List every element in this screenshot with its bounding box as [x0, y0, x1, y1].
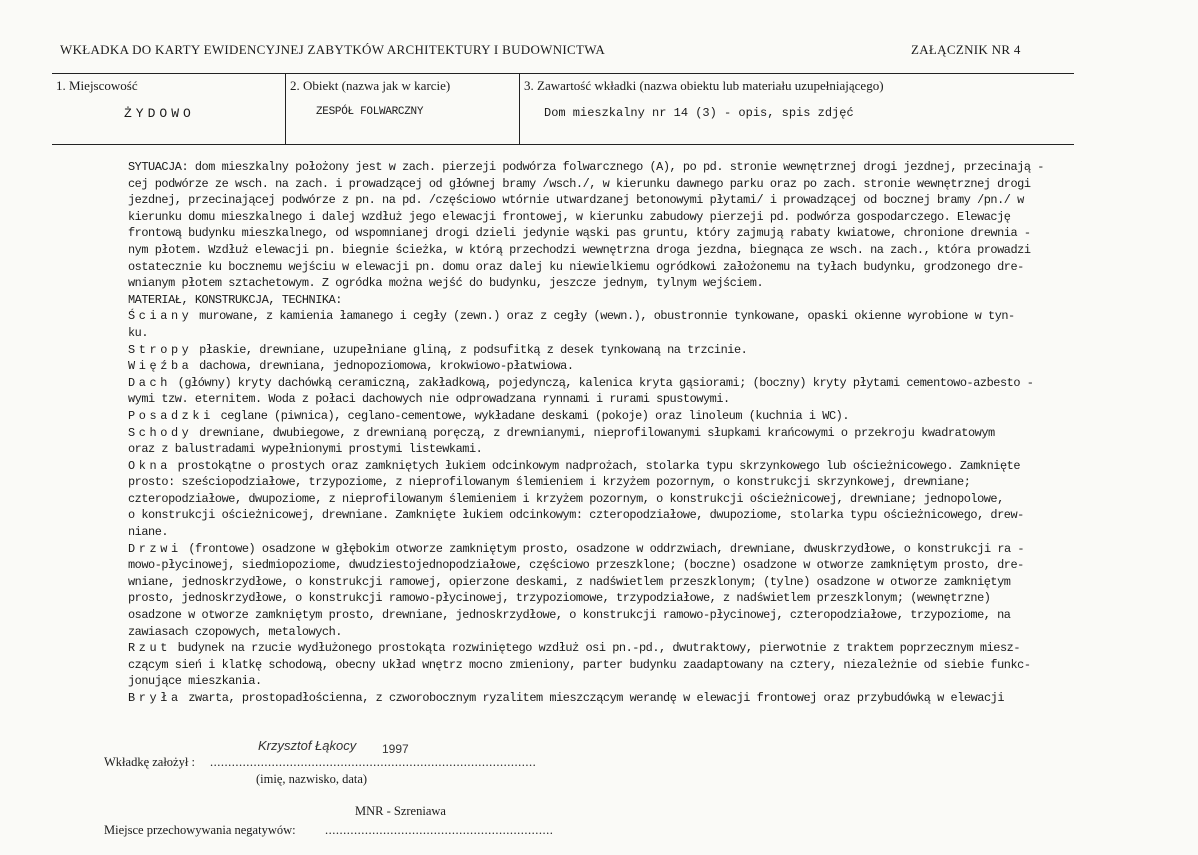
doors-key: Drzwi	[128, 541, 182, 556]
text-line	[128, 408, 1073, 425]
text-line: wnianym płotem sztachetowym. Z ogródka można wejść do budynku, jeszcze jednym, tylnym wejściem.	[128, 276, 764, 291]
text-line: oraz z balustradami wypełnionymi prostymi listewkami.	[128, 442, 483, 457]
text-line: osadzone w otworze zamkniętym prosto, drewniane, jednoskrzydłowe, o konstrukcji ramowo-płycinowej, czteropodziałowe, trzypoziome, na	[128, 608, 1011, 623]
text-line: ku.	[128, 325, 149, 340]
truss-key: Więźba	[128, 359, 193, 374]
form-title: WKŁADKA DO KARTY EWIDENCYJNEJ ZABYTKÓW ARCHITEKTURY I BUDOWNICTWA	[60, 42, 606, 57]
text-line: jonujące mieszkania.	[128, 674, 262, 689]
roof-key: Dach	[128, 375, 171, 390]
text-line: niane.	[128, 525, 169, 540]
ceilings-text: płaskie, drewniane, uzupełniane gliną, z podsufitką z desek tynkowaną na trzcinie.	[192, 342, 748, 357]
contents-label: 3. Zawartość wkładki (nazwa obiektu lub materiału uzupełniającego)	[524, 78, 884, 93]
text-line	[128, 690, 1073, 707]
text-line	[128, 425, 1073, 442]
locality-cell	[52, 74, 285, 144]
doors-text: (frontowe) osadzone w głębokim otworze zamkniętym prosto, osadzone w oddrzwiach, drewniane, dwuskrzydłowe, o konstrukcji ra -	[181, 541, 1025, 556]
text-line: czącym sień i klatkę schodową, obecny układ wnętrz mocno zmieniony, parter budynku zaadaptowany na cztery, niezależnie od siebie funkc-	[128, 657, 1031, 672]
text-line: jezdnej, przecinającej podwórze z pn. na pd. /częściowo wtórnie utwardzanej betonowymi płytami/ i prowadzącej od bocznej bramy /pn./ w	[128, 193, 1024, 208]
ceilings-key: Stropy	[128, 342, 193, 357]
object-value: ZESPÓŁ FOLWARCZNY	[316, 106, 424, 118]
text-line: kierunku domu mieszkalnego i dalej wzdłuż jego elewacji frontowej, w kierunku zabudowy pierzeji pd. podwórza gospodarczego. Elewację	[128, 209, 1011, 224]
massing-text: zwarta, prostopadłościenna, z czworobocznym ryzalitem mieszczącym werandę w elewacji frontowej oraz przybudówką w elewacji	[181, 691, 1005, 705]
floors-key: Posadzki	[128, 408, 214, 423]
plan-text: budynek na rzucie wydłużonego prostokąta rozwiniętego wzdłuż osi pn.-pd., dwutraktowy, pierwotnie z traktem poprzecznym miesz-	[170, 641, 1021, 656]
text-line	[128, 358, 1073, 375]
walls-text: murowane, z kamienia łamanego i cegły (zewn.) oraz z cegły (wewn.), obustronnie tynkowane, opaski okienne wyrobione w tyn-	[192, 309, 1015, 324]
roof-text: (główny) kryty dachówką ceramiczną, zakładkową, pojedynczą, kalenica kryta gąsiorami; (boczny) kryty płytami cementowo-azbesto -	[170, 375, 1034, 390]
created-by-label: Wkładkę założył :	[104, 755, 195, 769]
created-by-line: ..........................................................................................	[210, 755, 537, 769]
windows-key: Okna	[128, 458, 171, 473]
text-line: czteropodziałowe, dwupoziome, z nieprofilowanym ślemieniem i krzyżem pozornym, o konstrukcji ościeżnicowej, drewniane; jednopolowe,	[128, 491, 1004, 506]
header-table	[52, 73, 1074, 145]
created-by-hint: (imię, nazwisko, data)	[256, 772, 368, 786]
description-text	[128, 159, 1073, 707]
text-line: wymi tzw. eternitem. Woda z połaci dachowych nie odprowadzana rynnami i rurami spustowymi.	[128, 392, 730, 407]
text-line	[128, 308, 1073, 325]
object-cell	[285, 74, 519, 144]
text-line: mowo-płycinowej, siedmiopoziome, dwudziestojednopodziałowe, częściowo przeszklone; (boczne) osadzone w otworze zamkniętym prosto, dre-	[128, 558, 1024, 573]
text-line	[128, 375, 1073, 392]
text-line: zawiasach czopowych, metalowych.	[128, 624, 342, 639]
massing-key: Bryła	[128, 691, 182, 705]
text-line: frontową budynku mieszkalnego, od wspomnianej drogi dzieli jedynie wąski pas gruntu, który zajmują rabaty kwiatowe, chronione drewnia -	[128, 226, 1031, 241]
contents-cell	[519, 74, 1074, 144]
floors-text: ceglane (piwnica), ceglano-cementowe, wykładane deskami (pokoje) oraz linoleum (kuchnia i WC).	[213, 408, 850, 423]
storage-label: Miejsce przechowywania negatywów:	[104, 823, 296, 837]
windows-text: prostokątne o prostych oraz zamkniętych łukiem odcinkowym nadprożach, stolarka typu skrzynkowego lub ościeżnicowego. Zamknięte	[170, 458, 1021, 473]
plan-key: Rzut	[128, 641, 171, 656]
text-line: nym płotem. Wzdłuż elewacji pn. biegnie ścieżka, w którą przechodzi wewnętrzna droga jezdna, biegnąca ze wsch. na zach., która prowadzi	[128, 242, 1031, 257]
text-line	[128, 640, 1073, 657]
walls-key: Ściany	[128, 309, 193, 324]
locality-value: ŻYDOWO	[124, 106, 195, 121]
text-line: ostatecznie ku bocznemu wejściu w elewacji pn. domu oraz dalej ku niewielkiemu ogródkowi założonemu na tyłach budynku, grodzonego dre-	[128, 259, 1024, 274]
text-line: wniane, jednoskrzydłowe, o konstrukcji ramowej, opierzone deskami, z nadświetlem przeszklonym; (tylne) osadzone w otworze zamkniętym	[128, 574, 1011, 589]
contents-value: Dom mieszkalny nr 14 (3) - opis, spis zdjęć	[544, 106, 854, 120]
text-line: o konstrukcji ościeżnicowej, drewniane. Zamknięte łukiem odcinkowym: czteropodziałowe, dwupoziome, stolarka typu ościeżnicowego, drew-	[128, 508, 1024, 523]
text-line: SYTUACJA: dom mieszkalny położony jest w zach. pierzeji podwórza folwarcznego (A), po pd. stronie wewnętrznej drogi jezdnej, przecinają -	[128, 160, 1044, 174]
text-line: prosto, jednoskrzydłowe, o konstrukcji ramowo-płycinowej, trzypoziomowe, trzypodziałowe, z nadświetlem przeszklonym; (wewnętrzne)	[128, 591, 991, 606]
object-label: 2. Obiekt (nazwa jak w karcie)	[290, 78, 451, 93]
storage-line: ...............................................................	[325, 823, 554, 837]
locality-label: 1. Miejscowość	[56, 78, 138, 93]
author-year: 1997	[382, 742, 409, 756]
text-line: cej podwórze ze wsch. na zach. i prowadzącej od głównej bramy /wsch./, w kierunku dawnego parku oraz po zach. stronie wewnętrznej drogi	[128, 176, 1031, 191]
truss-text: dachowa, drewniana, jednopoziomowa, krokwiowo-płatwiowa.	[192, 359, 574, 374]
author-signature: Krzysztof Łąkocy	[258, 738, 357, 753]
section-heading: MATERIAŁ, KONSTRUKCJA, TECHNIKA:	[128, 292, 342, 307]
annex-number: ZAŁĄCZNIK NR 4	[911, 42, 1021, 57]
text-line	[128, 458, 1073, 475]
text-line	[128, 342, 1073, 359]
storage-value: MNR - Szreniawa	[355, 804, 446, 818]
text-line	[128, 541, 1073, 558]
stairs-text: drewniane, dwubiegowe, z drewnianą poręczą, z drewnianymi, nieprofilowanymi słupkami krańcowymi o przekroju kwadratowym	[192, 425, 995, 440]
text-line: prosto: sześciopodziałowe, trzypoziome, z nieprofilowanym ślemieniem i krzyżem pozornym, o konstrukcji skrzynkowej, drewniane;	[128, 475, 971, 490]
stairs-key: Schody	[128, 425, 193, 440]
